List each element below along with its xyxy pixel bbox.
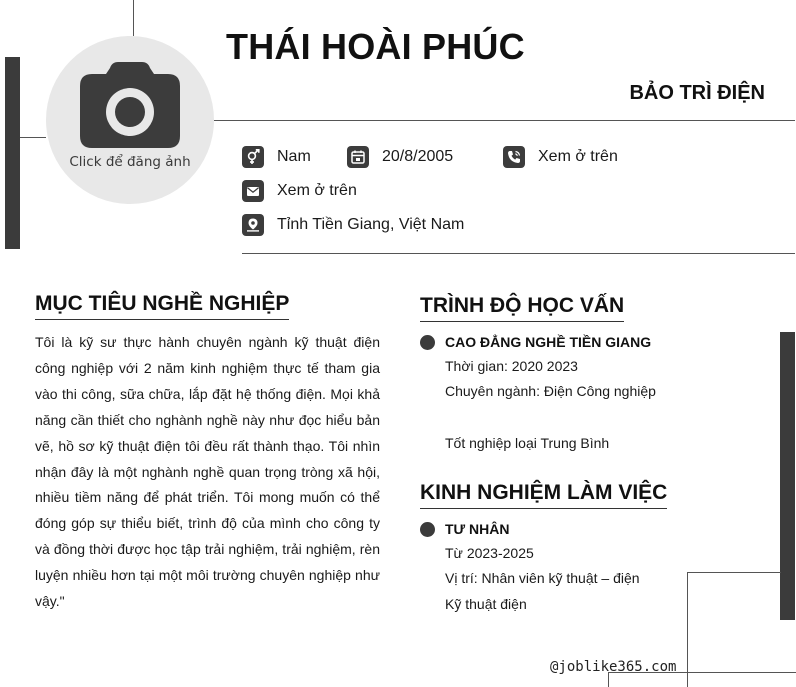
corner-frame-top	[688, 572, 781, 573]
right-accent-bar	[780, 332, 795, 620]
address-value: Tỉnh Tiền Giang, Việt Nam	[277, 216, 465, 233]
education-result[interactable]: Tốt nghiệp loại Trung Bình	[445, 435, 610, 451]
education-heading[interactable]: TRÌNH ĐỘ HỌC VẤN	[420, 294, 624, 322]
gender-icon	[242, 146, 264, 168]
avatar-caption[interactable]: Click để đăng ảnh	[69, 154, 191, 170]
phone-icon	[503, 146, 525, 168]
experience-period[interactable]: Từ 2023-2025	[445, 545, 534, 561]
site-watermark: @joblike365.com	[550, 659, 677, 675]
education-major[interactable]: Chuyên ngành: Điện Công nghiệp	[445, 383, 656, 399]
experience-role[interactable]: Vị trí: Nhân viên kỹ thuật – điện	[445, 570, 640, 586]
job-position[interactable]: BẢO TRÌ ĐIỆN	[629, 82, 765, 104]
left-accent-bar	[5, 57, 20, 249]
header-divider	[214, 120, 795, 121]
location-icon	[242, 214, 264, 236]
contact-gender[interactable]	[242, 145, 311, 169]
contact-email[interactable]	[242, 179, 357, 203]
experience-field[interactable]: Kỹ thuật điện	[445, 596, 527, 612]
calendar-icon	[347, 146, 369, 168]
corner-frame-left	[687, 572, 688, 687]
education-time[interactable]: Thời gian: 2020 2023	[445, 358, 578, 374]
birthday-value: 20/8/2005	[382, 148, 454, 165]
contact-phone[interactable]	[503, 145, 618, 169]
email-value: Xem ở trên	[277, 182, 357, 199]
education-bullet	[420, 335, 435, 350]
header-vertical-line	[133, 0, 134, 36]
gender-value: Nam	[277, 148, 311, 165]
email-icon	[242, 180, 264, 202]
phone-value: Xem ở trên	[538, 148, 618, 165]
objective-heading[interactable]: MỤC TIÊU NGHỀ NGHIỆP	[35, 292, 289, 320]
contact-divider	[242, 253, 795, 254]
candidate-name[interactable]: THÁI HOÀI PHÚC	[226, 26, 525, 67]
camera-icon	[80, 60, 180, 148]
experience-heading[interactable]: KINH NGHIỆM LÀM VIỆC	[420, 481, 667, 509]
contact-address[interactable]	[242, 213, 464, 237]
experience-company[interactable]: TƯ NHÂN	[445, 521, 510, 537]
education-school[interactable]: CAO ĐẲNG NGHỀ TIỀN GIANG	[445, 334, 652, 350]
objective-text[interactable]: Tôi là kỹ sư thực hành chuyên ngành kỹ thuật điện công nghiệp với 2 năm kinh nghiệm thực tế tham gia vào thi công, sữa chữa, lắp đặt hệ thống điện. Mọi khả năng cần thiết cho nghành nghề này như đọc hiểu bản vẽ, hồ sơ kỹ thuật điện tôi đều rất thành thạo. Tôi nhìn nhận đây là một nghành nghề quan trọng tròng xã hội, nhiều tiềm năng để phát triển. Tôi mong muốn có thể đóng góp sự thiểu biết, trình độ của mình cho công ty và đồng thời được học tập trải nghiệm, trải nghiệm, rèn luyện nhiều hơn tại một môi trường chuyên nghiệp như vậy."	[35, 334, 380, 610]
contact-birthday[interactable]	[347, 145, 453, 169]
avatar-upload[interactable]	[46, 36, 214, 204]
experience-bullet	[420, 522, 435, 537]
avatar-left-line	[20, 137, 46, 138]
